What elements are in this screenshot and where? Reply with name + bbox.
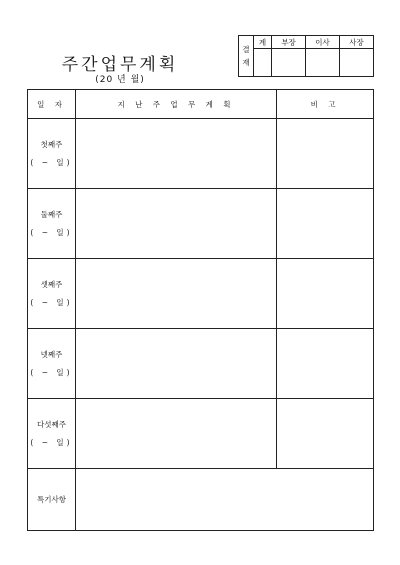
notes-row <box>28 469 374 531</box>
table-row <box>28 399 374 469</box>
plan-cell[interactable] <box>76 399 277 469</box>
week-range: ( ~ 일) <box>30 297 73 307</box>
weekly-plan-table <box>27 89 374 531</box>
week-name: 첫째주 <box>40 139 63 149</box>
week-range: ( ~ 일) <box>30 367 73 377</box>
approval-sign-manager[interactable] <box>272 49 306 77</box>
week-name: 다섯째주 <box>37 419 66 429</box>
week-range: ( ~ 일) <box>30 437 73 447</box>
plan-cell[interactable] <box>76 259 277 329</box>
week-name: 셋째주 <box>40 279 63 289</box>
remarks-cell[interactable] <box>277 329 374 399</box>
table-row <box>28 329 374 399</box>
remarks-cell[interactable] <box>277 189 374 259</box>
week-range: ( ~ 일) <box>30 227 73 237</box>
week-label <box>28 119 76 189</box>
table-row <box>28 259 374 329</box>
week-name: 둘째주 <box>40 209 63 219</box>
page-title: 주간업무계획 <box>61 55 179 75</box>
approval-sign-director[interactable] <box>306 49 340 77</box>
approval-role-manager: 부장 <box>272 36 306 49</box>
header-date: 일 자 <box>28 90 76 119</box>
approval-box <box>238 35 374 77</box>
table-row <box>28 189 374 259</box>
week-label <box>28 399 76 469</box>
plan-cell[interactable] <box>76 189 277 259</box>
week-range: ( ~ 일) <box>30 157 73 167</box>
page-subtitle: (20 년 월) <box>95 75 145 85</box>
notes-label: 특기사항 <box>28 469 76 531</box>
notes-cell[interactable] <box>76 469 374 531</box>
plan-cell[interactable] <box>76 329 277 399</box>
week-name: 넷째주 <box>40 349 63 359</box>
week-label <box>28 329 76 399</box>
remarks-cell[interactable] <box>277 119 374 189</box>
week-label <box>28 259 76 329</box>
approval-role-director: 이사 <box>306 36 340 49</box>
week-label <box>28 189 76 259</box>
remarks-cell[interactable] <box>277 399 374 469</box>
approval-sign-staff[interactable] <box>254 49 272 77</box>
approval-role-staff: 계 <box>254 36 272 49</box>
approval-label: 결 재 <box>239 36 254 77</box>
plan-cell[interactable] <box>76 119 277 189</box>
remarks-cell[interactable] <box>277 259 374 329</box>
header-plan: 지 난 주 업 무 계 획 <box>76 90 277 119</box>
table-header-row <box>28 90 374 119</box>
table-row <box>28 119 374 189</box>
header-remarks: 비 고 <box>277 90 374 119</box>
approval-sign-president[interactable] <box>340 49 374 77</box>
approval-role-president: 사장 <box>340 36 374 49</box>
